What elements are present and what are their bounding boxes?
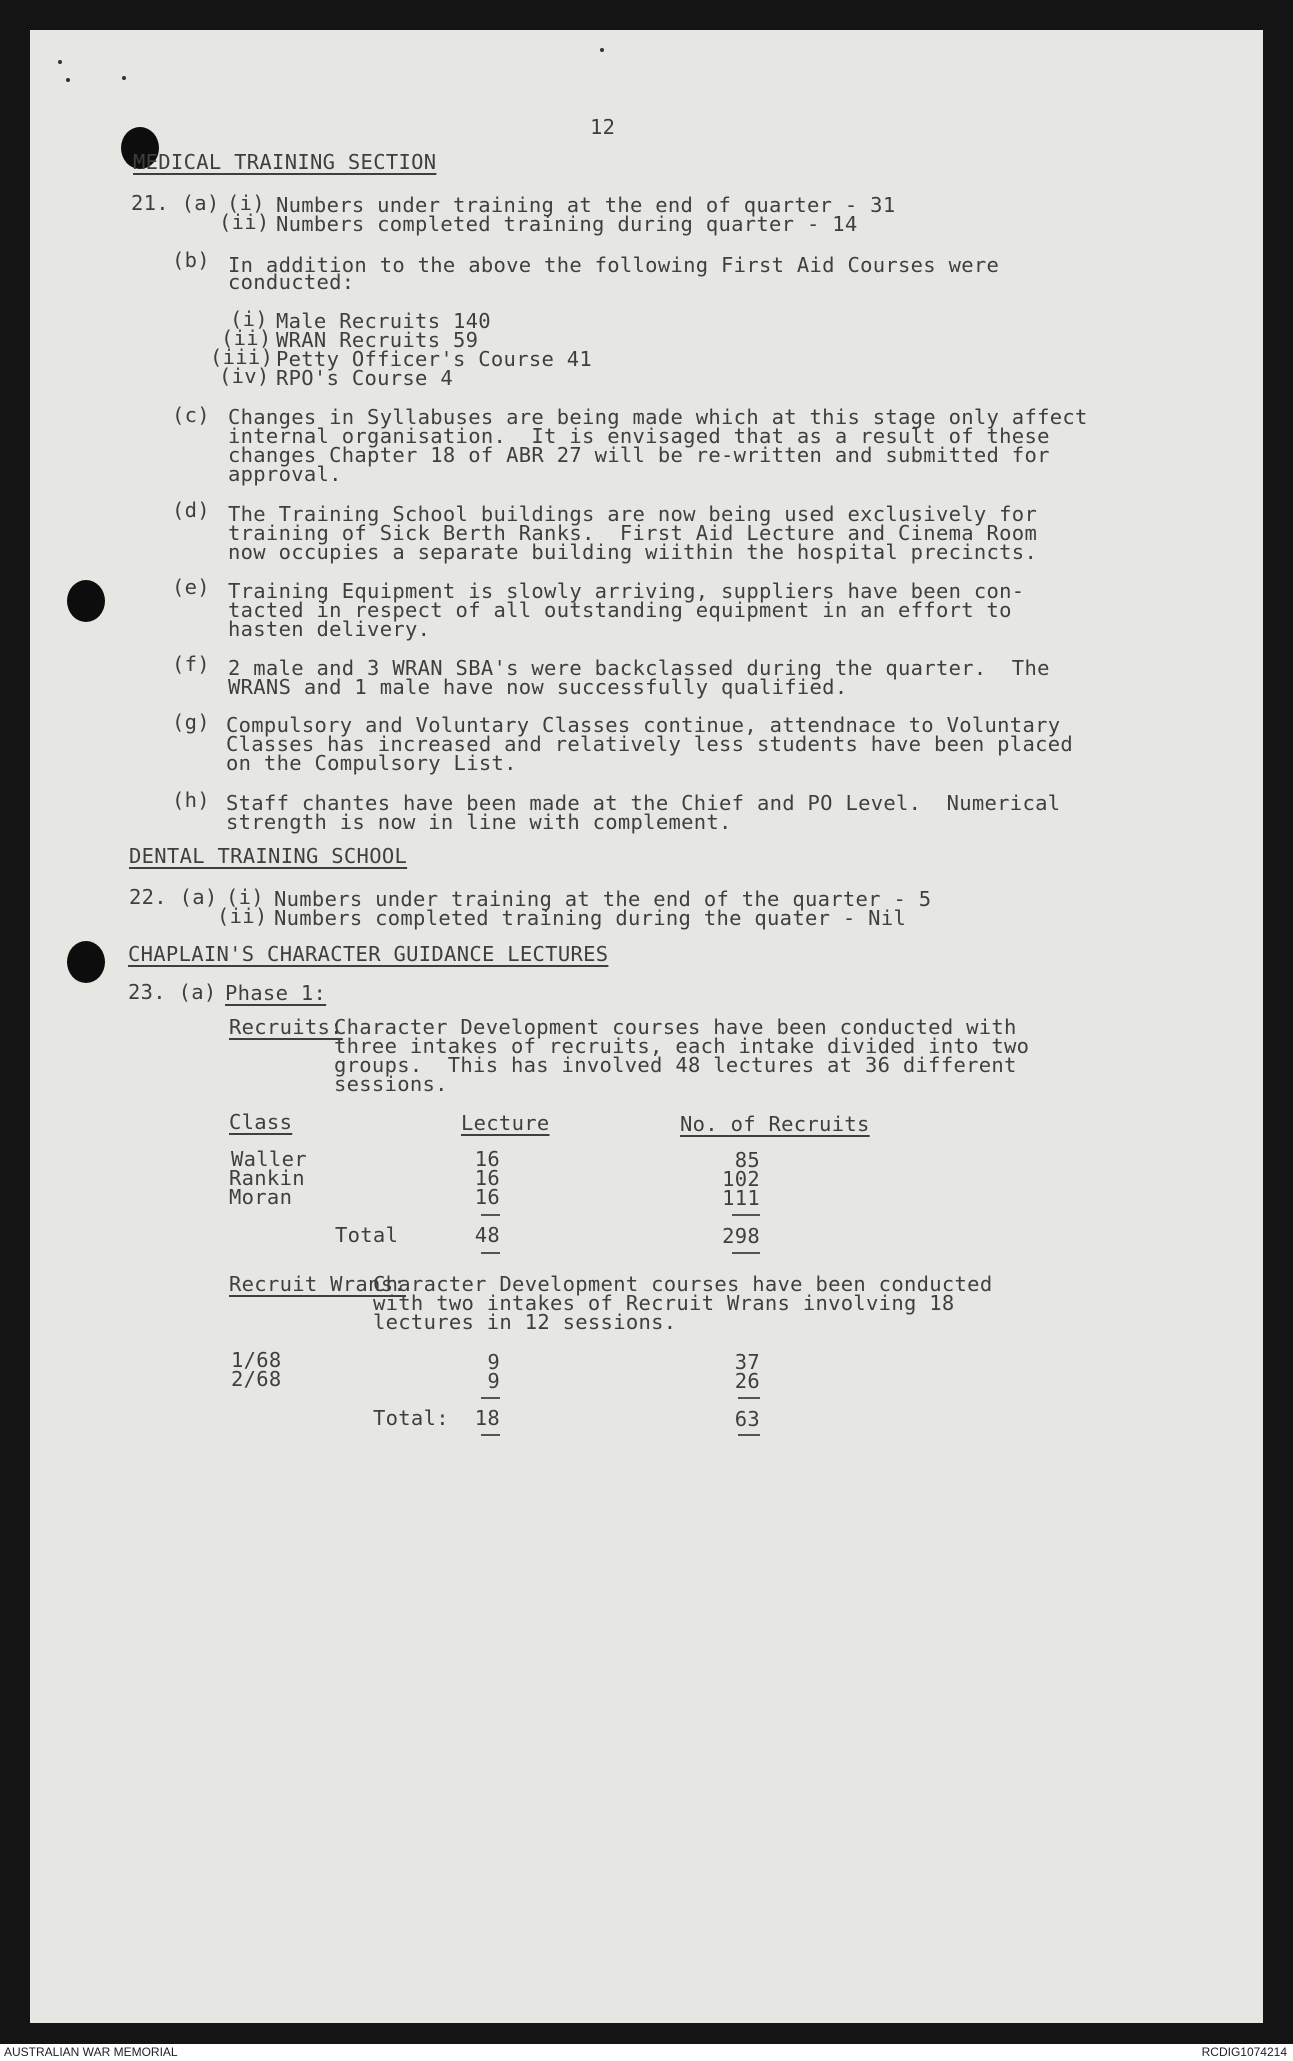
sum-rule xyxy=(732,1252,760,1254)
table-cell-recruits: 26 xyxy=(734,1369,760,1393)
para-22a-ii-text: Numbers completed training during the quater - Nil xyxy=(274,906,907,930)
table-cell-lecture: 9 xyxy=(487,1369,500,1393)
course-number: (iv) xyxy=(219,364,270,388)
footer-left-text: AUSTRALIAN WAR MEMORIAL xyxy=(4,2045,178,2059)
section-heading-chaplain: CHAPLAIN'S CHARACTER GUIDANCE LECTURES xyxy=(128,942,609,966)
paper-speck xyxy=(58,60,62,64)
wrans-line: Character Development courses have been conducted xyxy=(373,1272,993,1296)
para-21d-line: now occupies a separate building wiithin the hospital precincts. xyxy=(228,540,1038,564)
sum-rule xyxy=(738,1434,760,1436)
sum-rule xyxy=(481,1252,500,1254)
para-22a-i-number: (i) xyxy=(226,885,264,909)
table-cell-recruits: 102 xyxy=(722,1167,760,1191)
table-cell-class: 2/68 xyxy=(231,1367,282,1391)
para-21a-i-text: Numbers under training at the end of quarter - 31 xyxy=(276,193,896,217)
para-21e-line: hasten delivery. xyxy=(228,617,431,641)
para-21h-line: strength is now in line with complement. xyxy=(226,810,732,834)
course-number: (iii) xyxy=(210,345,274,369)
recruits-line: sessions. xyxy=(334,1072,448,1096)
para-21-number: 21. (a) xyxy=(131,191,220,215)
table-total-label: Total xyxy=(335,1223,399,1247)
para-21c-label: (c) xyxy=(172,403,210,427)
table-cell-lecture: 16 xyxy=(474,1185,500,1209)
paper-speck xyxy=(122,76,126,80)
para-23-number: 23. (a) xyxy=(128,980,217,1004)
course-text: RPO's Course 4 xyxy=(276,366,453,390)
para-21a-ii-number: (ii) xyxy=(219,210,270,234)
para-21a-ii-text: Numbers completed training during quarter - 14 xyxy=(276,212,858,236)
para-21d-line: The Training School buildings are now being used exclusively for xyxy=(228,502,1038,526)
section-heading-medical: MEDICAL TRAINING SECTION xyxy=(133,150,437,174)
table-cell-class: Moran xyxy=(229,1185,293,1209)
course-text: WRAN Recruits 59 xyxy=(276,328,479,352)
sum-rule xyxy=(481,1397,500,1399)
para-21d-line: training of Sick Berth Ranks. First Aid Lecture and Cinema Room xyxy=(228,521,1038,545)
sum-rule xyxy=(481,1434,500,1436)
para-21b-line: In addition to the above the following First Aid Courses were xyxy=(228,253,1000,277)
page-number: 12 xyxy=(590,115,616,139)
recruits-line: three intakes of recruits, each intake divided into two xyxy=(334,1034,1030,1058)
para-21e-line: Training Equipment is slowly arriving, suppliers have been con- xyxy=(228,579,1025,603)
course-text: Male Recruits 140 xyxy=(276,309,491,333)
table-cell-class: Rankin xyxy=(229,1166,305,1190)
footer-right-text: RCDIG1074214 xyxy=(1201,2045,1287,2059)
sum-rule xyxy=(738,1397,760,1399)
para-21f-line: WRANS and 1 male have now successfully qualified. xyxy=(228,675,848,699)
paper-speck xyxy=(600,48,604,52)
para-21c-line: approval. xyxy=(228,462,342,486)
table-cell-recruits: 37 xyxy=(734,1350,760,1374)
para-21a-i-number: (i) xyxy=(227,191,265,215)
para-21f-line: 2 male and 3 WRAN SBA's were backclassed during the quarter. The xyxy=(228,656,1050,680)
course-number: (i) xyxy=(230,307,268,331)
paper-speck xyxy=(66,78,70,82)
table-cell-recruits: 111 xyxy=(722,1186,760,1210)
para-22a-i-text: Numbers under training at the end of the quarter - 5 xyxy=(274,887,932,911)
punch-hole-bottom xyxy=(67,941,105,983)
table-header-recruits: No. of Recruits xyxy=(680,1112,870,1136)
section-heading-dental: DENTAL TRAINING SCHOOL xyxy=(129,844,408,868)
recruits-line: Character Development courses have been conducted with xyxy=(334,1015,1017,1039)
para-21c-line: internal organisation. It is envisaged that as a result of these xyxy=(228,424,1050,448)
recruits-label: Recruits: xyxy=(229,1015,343,1039)
para-21g-line: on the Compulsory List. xyxy=(226,751,517,775)
table-total-recruits: 63 xyxy=(734,1407,760,1431)
para-21e-label: (e) xyxy=(172,575,210,599)
table-total-lecture: 18 xyxy=(474,1406,500,1430)
table-cell-lecture: 9 xyxy=(487,1350,500,1374)
para-21c-line: changes Chapter 18 of ABR 27 will be re-written and submitted for xyxy=(228,443,1050,467)
table-header-lecture: Lecture xyxy=(461,1111,550,1135)
para-21h-line: Staff chantes have been made at the Chief and PO Level. Numerical xyxy=(226,791,1061,815)
wrans-label: Recruit Wrans: xyxy=(229,1272,406,1296)
table-total-label: Total: xyxy=(373,1406,449,1430)
para-21g-line: Classes has increased and relatively less students have been placed xyxy=(226,732,1074,756)
table-cell-lecture: 16 xyxy=(474,1147,500,1171)
course-text: Petty Officer's Course 41 xyxy=(276,347,593,371)
para-21c-line: Changes in Syllabuses are being made which at this stage only affect xyxy=(228,405,1088,429)
para-21d-label: (d) xyxy=(172,498,210,522)
sum-rule xyxy=(481,1214,500,1216)
wrans-line: with two intakes of Recruit Wrans involving 18 xyxy=(373,1291,955,1315)
table-cell-lecture: 16 xyxy=(474,1166,500,1190)
course-number: (ii) xyxy=(221,326,272,350)
table-cell-class: Waller xyxy=(231,1147,307,1171)
para-21g-line: Compulsory and Voluntary Classes continue, attendnace to Voluntary xyxy=(226,713,1061,737)
document-page xyxy=(30,30,1263,2023)
table-cell-class: 1/68 xyxy=(231,1348,282,1372)
sum-rule xyxy=(732,1214,760,1216)
table-total-recruits: 298 xyxy=(722,1224,760,1248)
para-21g-label: (g) xyxy=(172,710,210,734)
para-21e-line: tacted in respect of all outstanding equipment in an effort to xyxy=(228,598,1012,622)
para-21h-label: (h) xyxy=(172,788,210,812)
punch-hole-middle xyxy=(67,580,105,622)
para-21b-label: (b) xyxy=(172,248,210,272)
para-21f-label: (f) xyxy=(172,652,210,676)
phase-label: Phase 1: xyxy=(225,981,327,1005)
para-22-number: 22. (a) xyxy=(129,885,218,909)
para-22a-ii-number: (ii) xyxy=(217,904,268,928)
archive-footer xyxy=(0,2044,1293,2061)
table-header-class: Class xyxy=(229,1110,293,1134)
para-21b-line: conducted: xyxy=(228,270,355,294)
wrans-line: lectures in 12 sessions. xyxy=(373,1310,677,1334)
recruits-line: groups. This has involved 48 lectures at 36 different xyxy=(334,1053,1017,1077)
table-cell-recruits: 85 xyxy=(734,1148,760,1172)
table-total-lecture: 48 xyxy=(474,1223,500,1247)
